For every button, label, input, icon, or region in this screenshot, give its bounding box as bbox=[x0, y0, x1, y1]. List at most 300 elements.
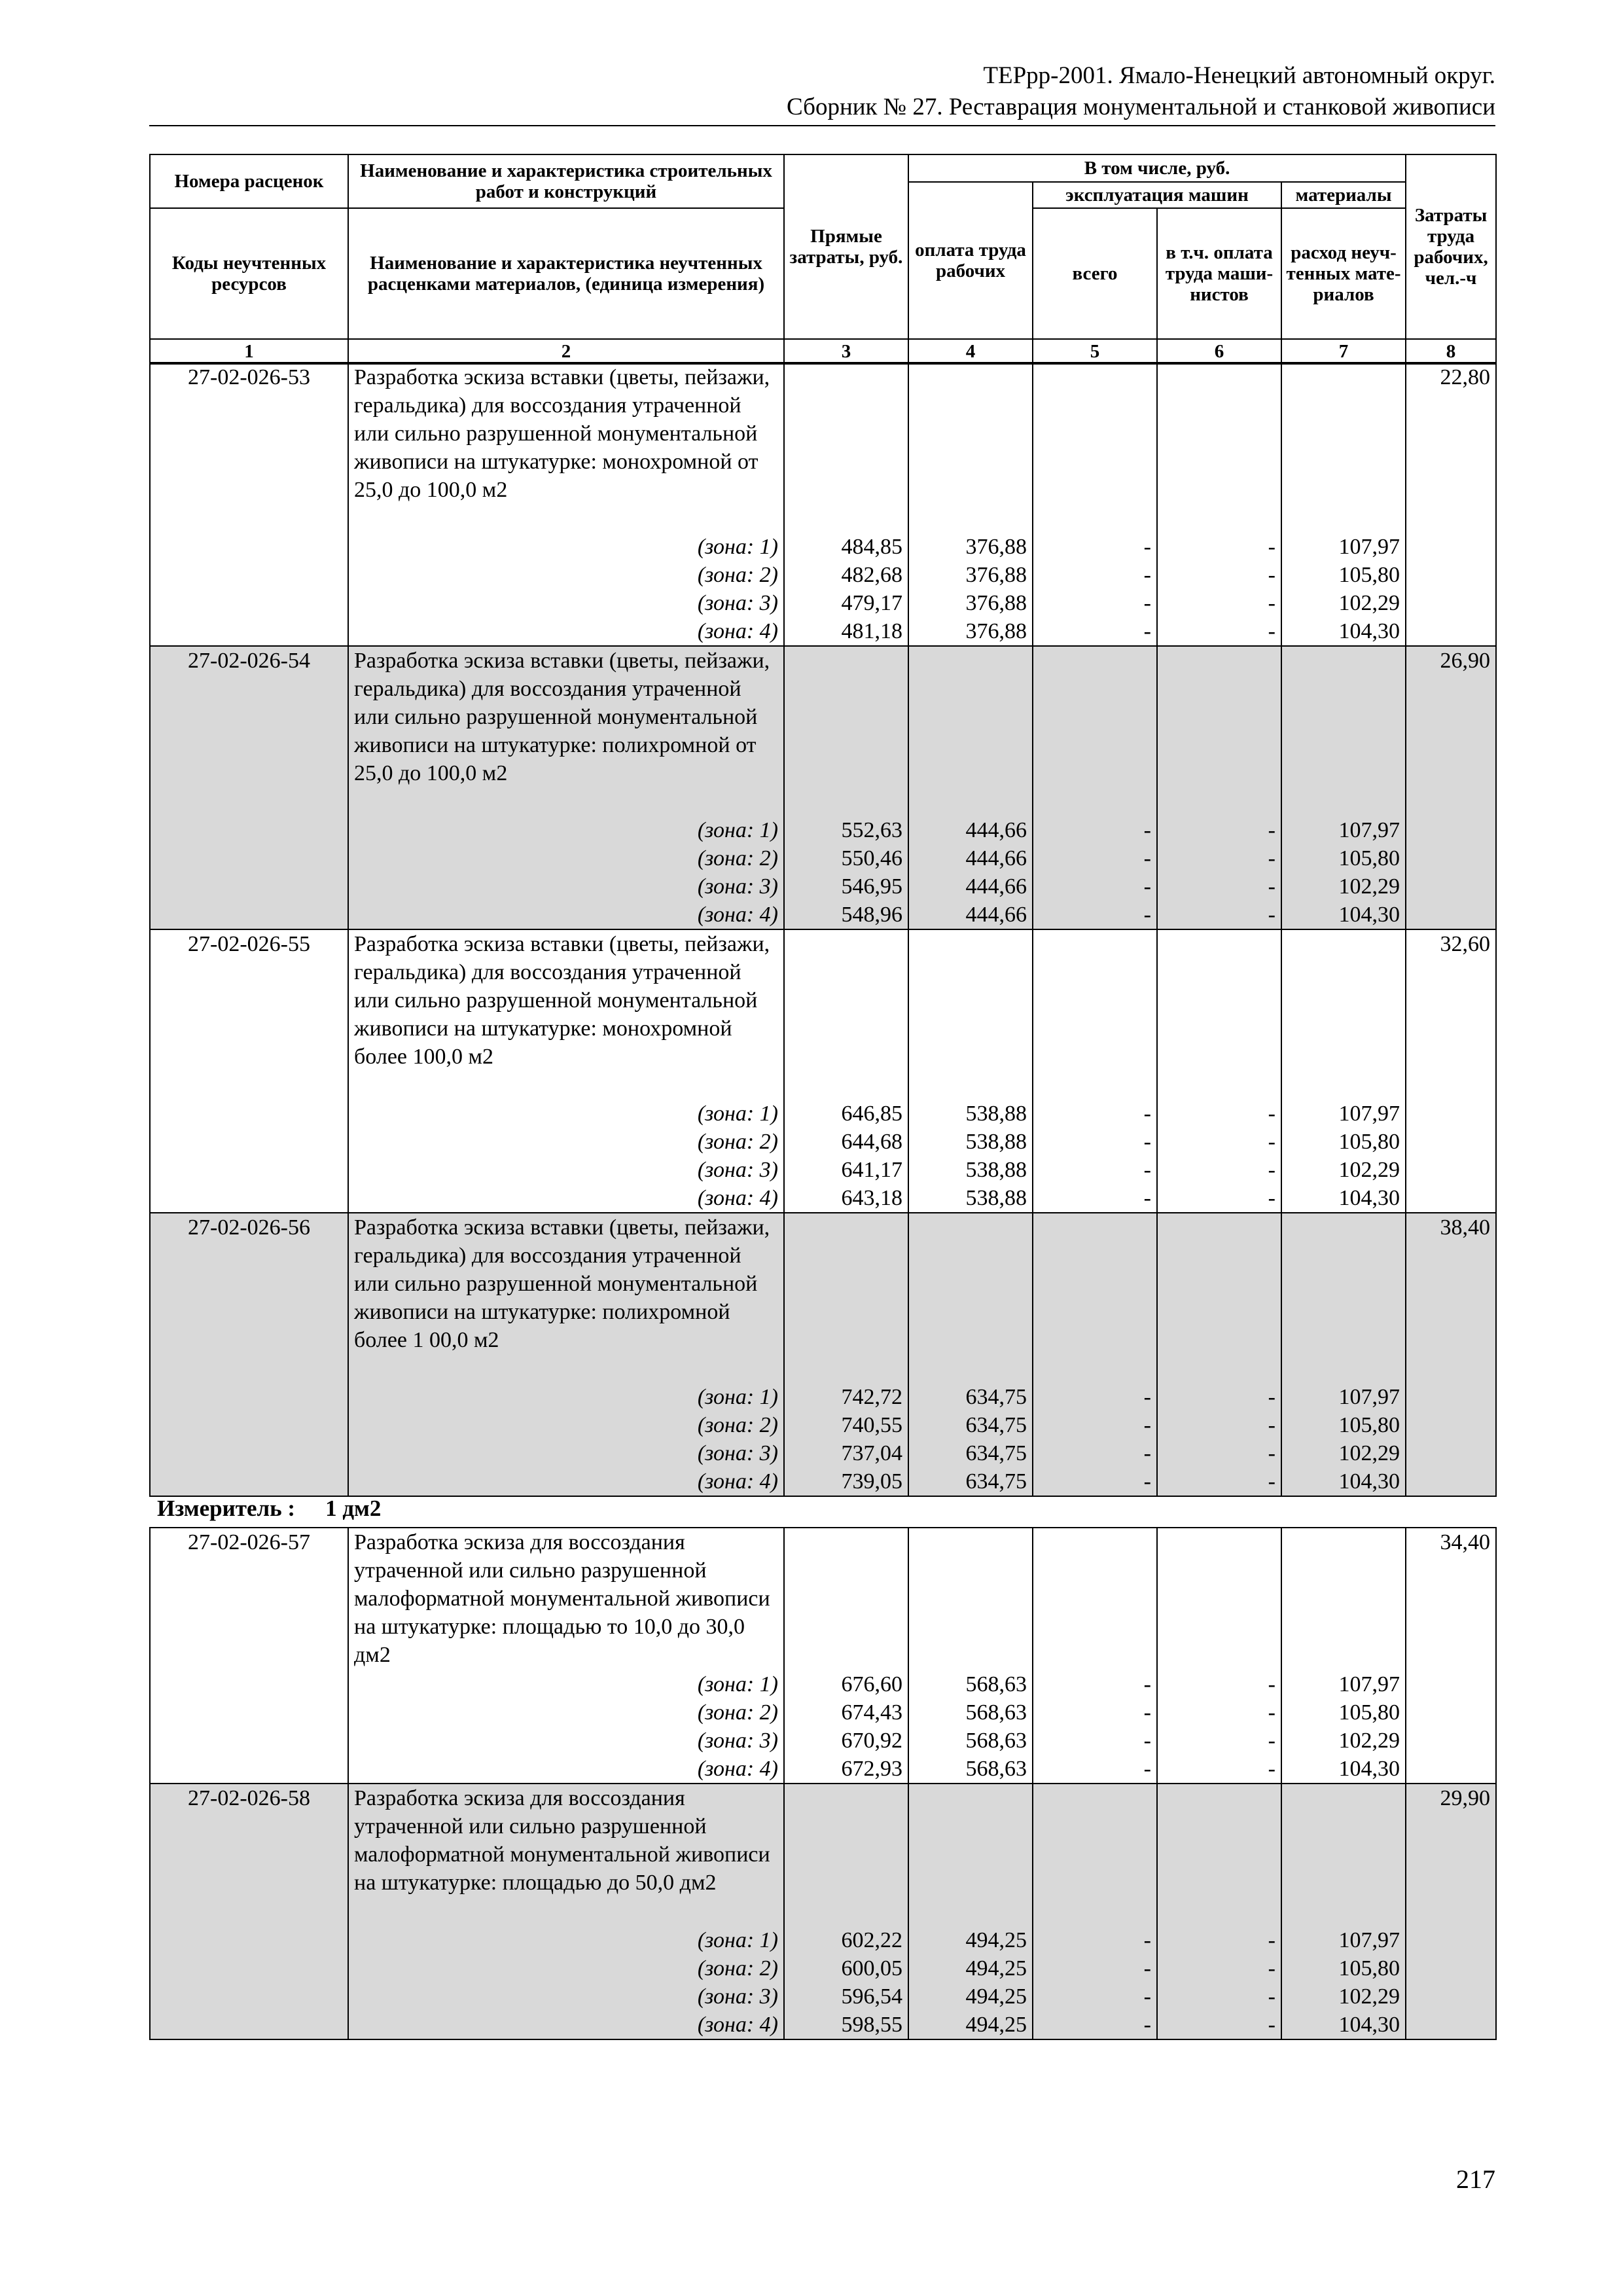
rate-row bbox=[150, 929, 1496, 1100]
empty-cell bbox=[1406, 1755, 1496, 1784]
machines-total: - bbox=[1033, 561, 1157, 589]
rate-row bbox=[150, 1528, 1496, 1670]
zone-label: (зона: 3) bbox=[348, 872, 784, 901]
empty-cell bbox=[1406, 1926, 1496, 1954]
column-number: 5 bbox=[1033, 339, 1157, 364]
zone-label: (зона: 1) bbox=[348, 1670, 784, 1698]
header-labor-costs: Затраты труда рабочих, чел.-ч bbox=[1406, 154, 1496, 339]
materials-cost: 104,30 bbox=[1281, 1755, 1406, 1784]
empty-cell bbox=[1406, 617, 1496, 646]
zone-row bbox=[150, 1467, 1496, 1496]
rate-row bbox=[150, 1213, 1496, 1383]
machines-total: - bbox=[1033, 872, 1157, 901]
header-material-consumption: расход неуч-тенных мате-риалов bbox=[1281, 208, 1406, 339]
direct-cost: 602,22 bbox=[784, 1926, 908, 1954]
machines-total: - bbox=[1033, 816, 1157, 844]
direct-cost: 674,43 bbox=[784, 1698, 908, 1727]
zone-label: (зона: 3) bbox=[348, 1439, 784, 1467]
zone-label: (зона: 4) bbox=[348, 1755, 784, 1784]
rate-description: Разработка эскиза вставки (цветы, пейзажи, геральдика) для воссоздания утраченной или сильно разрушенной монументальной живописи на штукатурке: монохромной от 25,0 до 100,0 м2 bbox=[348, 363, 784, 533]
worker-wage: 444,66 bbox=[908, 901, 1033, 929]
zone-label: (зона: 4) bbox=[348, 2011, 784, 2039]
empty-cell bbox=[150, 1467, 348, 1496]
rate-description: Разработка эскиза вставки (цветы, пейзажи, геральдика) для воссоздания утраченной или сильно разрушенной монументальной живописи на штукатурке: полихромной более 1 00,0 м2 bbox=[348, 1213, 784, 1383]
machinist-wage: - bbox=[1157, 901, 1281, 929]
materials-cost: 104,30 bbox=[1281, 1184, 1406, 1213]
zone-label: (зона: 1) bbox=[348, 816, 784, 844]
empty-cell bbox=[1033, 646, 1157, 816]
zone-row bbox=[150, 1100, 1496, 1128]
empty-cell bbox=[1281, 363, 1406, 533]
materials-cost: 105,80 bbox=[1281, 1128, 1406, 1156]
materials-cost: 102,29 bbox=[1281, 872, 1406, 901]
page-number: 217 bbox=[1456, 2164, 1495, 2194]
empty-cell bbox=[784, 1528, 908, 1670]
worker-wage: 376,88 bbox=[908, 561, 1033, 589]
rate-description: Разработка эскиза для воссоздания утраченной или сильно разрушенной малоформатной монументальной живописи на штукатурке: площадью до 50,0 дм2 bbox=[348, 1784, 784, 1926]
machines-total: - bbox=[1033, 1954, 1157, 1982]
empty-cell bbox=[1406, 1982, 1496, 2011]
direct-cost: 676,60 bbox=[784, 1670, 908, 1698]
machinist-wage: - bbox=[1157, 1156, 1281, 1184]
empty-cell bbox=[1406, 1698, 1496, 1727]
empty-cell bbox=[908, 1528, 1033, 1670]
zone-label: (зона: 2) bbox=[348, 1128, 784, 1156]
worker-wage: 444,66 bbox=[908, 872, 1033, 901]
worker-wage: 634,75 bbox=[908, 1467, 1033, 1496]
machines-total: - bbox=[1033, 2011, 1157, 2039]
header-work-name: Наименование и характеристика строительных работ и конструкций bbox=[348, 154, 784, 208]
materials-cost: 105,80 bbox=[1281, 1954, 1406, 1982]
zone-row bbox=[150, 1698, 1496, 1727]
zone-label: (зона: 1) bbox=[348, 1100, 784, 1128]
machinist-wage: - bbox=[1157, 1128, 1281, 1156]
machinist-wage: - bbox=[1157, 1727, 1281, 1755]
empty-cell bbox=[1033, 1784, 1157, 1926]
zone-label: (зона: 4) bbox=[348, 1184, 784, 1213]
measure-unit bbox=[157, 1494, 381, 1524]
direct-cost: 552,63 bbox=[784, 816, 908, 844]
empty-cell bbox=[150, 561, 348, 589]
worker-wage: 538,88 bbox=[908, 1100, 1033, 1128]
worker-wage: 568,63 bbox=[908, 1727, 1033, 1755]
materials-cost: 105,80 bbox=[1281, 1698, 1406, 1727]
empty-cell bbox=[150, 1383, 348, 1411]
machines-total: - bbox=[1033, 617, 1157, 646]
materials-cost: 107,97 bbox=[1281, 1670, 1406, 1698]
worker-wage: 634,75 bbox=[908, 1439, 1033, 1467]
machinist-wage: - bbox=[1157, 1411, 1281, 1439]
empty-cell bbox=[150, 1439, 348, 1467]
header-worker-wages: оплата труда рабочих bbox=[908, 182, 1033, 339]
zone-row bbox=[150, 1670, 1496, 1698]
header-title-line2: Сборник № 27. Реставрация монументальной и станковой живописи bbox=[786, 94, 1495, 120]
zone-row bbox=[150, 1128, 1496, 1156]
header-materials: материалы bbox=[1281, 182, 1406, 208]
labor-cost: 38,40 bbox=[1406, 1213, 1496, 1383]
zone-row bbox=[150, 1727, 1496, 1755]
empty-cell bbox=[150, 2011, 348, 2039]
measure-label: Измеритель : bbox=[157, 1496, 296, 1521]
zone-label: (зона: 4) bbox=[348, 901, 784, 929]
empty-cell bbox=[150, 1982, 348, 2011]
empty-cell bbox=[1281, 1528, 1406, 1670]
materials-cost: 104,30 bbox=[1281, 1467, 1406, 1496]
worker-wage: 376,88 bbox=[908, 589, 1033, 617]
materials-cost: 102,29 bbox=[1281, 1982, 1406, 2011]
machines-total: - bbox=[1033, 1128, 1157, 1156]
worker-wage: 538,88 bbox=[908, 1184, 1033, 1213]
machines-total: - bbox=[1033, 1926, 1157, 1954]
machinist-wage: - bbox=[1157, 844, 1281, 872]
materials-cost: 107,97 bbox=[1281, 816, 1406, 844]
column-number: 3 bbox=[784, 339, 908, 364]
empty-cell bbox=[150, 816, 348, 844]
zone-row bbox=[150, 2011, 1496, 2039]
empty-cell bbox=[1157, 646, 1281, 816]
worker-wage: 568,63 bbox=[908, 1670, 1033, 1698]
zone-row bbox=[150, 1954, 1496, 1982]
header-machines-total: всего bbox=[1033, 208, 1157, 339]
machinist-wage: - bbox=[1157, 1698, 1281, 1727]
empty-cell bbox=[784, 646, 908, 816]
materials-cost: 107,97 bbox=[1281, 1926, 1406, 1954]
empty-cell bbox=[150, 617, 348, 646]
empty-cell bbox=[1406, 1670, 1496, 1698]
machinist-wage: - bbox=[1157, 533, 1281, 561]
machines-total: - bbox=[1033, 1727, 1157, 1755]
zone-row bbox=[150, 1184, 1496, 1213]
direct-cost: 739,05 bbox=[784, 1467, 908, 1496]
empty-cell bbox=[150, 1954, 348, 1982]
empty-cell bbox=[150, 844, 348, 872]
direct-cost: 546,95 bbox=[784, 872, 908, 901]
empty-cell bbox=[150, 1411, 348, 1439]
zone-row bbox=[150, 1439, 1496, 1467]
zone-label: (зона: 3) bbox=[348, 1982, 784, 2011]
machines-total: - bbox=[1033, 1156, 1157, 1184]
direct-cost: 479,17 bbox=[784, 589, 908, 617]
zone-row bbox=[150, 844, 1496, 872]
machinist-wage: - bbox=[1157, 1184, 1281, 1213]
empty-cell bbox=[1157, 1784, 1281, 1926]
machinist-wage: - bbox=[1157, 1439, 1281, 1467]
zone-label: (зона: 4) bbox=[348, 617, 784, 646]
empty-cell bbox=[1406, 844, 1496, 872]
column-number: 4 bbox=[908, 339, 1033, 364]
table-header bbox=[149, 154, 1497, 365]
zone-row bbox=[150, 1982, 1496, 2011]
empty-cell bbox=[1406, 533, 1496, 561]
empty-cell bbox=[908, 646, 1033, 816]
empty-cell bbox=[1406, 2011, 1496, 2039]
empty-cell bbox=[1033, 363, 1157, 533]
worker-wage: 494,25 bbox=[908, 2011, 1033, 2039]
zone-label: (зона: 2) bbox=[348, 1954, 784, 1982]
machinist-wage: - bbox=[1157, 872, 1281, 901]
empty-cell bbox=[784, 1213, 908, 1383]
worker-wage: 538,88 bbox=[908, 1128, 1033, 1156]
empty-cell bbox=[150, 589, 348, 617]
zone-row bbox=[150, 901, 1496, 929]
empty-cell bbox=[1281, 646, 1406, 816]
zone-label: (зона: 1) bbox=[348, 533, 784, 561]
empty-cell bbox=[1406, 901, 1496, 929]
empty-cell bbox=[1281, 1213, 1406, 1383]
empty-cell bbox=[1406, 1184, 1496, 1213]
measure-value: 1 дм2 bbox=[325, 1496, 382, 1521]
empty-cell bbox=[1406, 1727, 1496, 1755]
worker-wage: 494,25 bbox=[908, 1982, 1033, 2011]
zone-row bbox=[150, 533, 1496, 561]
empty-cell bbox=[784, 363, 908, 533]
machines-total: - bbox=[1033, 1755, 1157, 1784]
machinist-wage: - bbox=[1157, 2011, 1281, 2039]
rate-code: 27-02-026-53 bbox=[150, 363, 348, 533]
worker-wage: 634,75 bbox=[908, 1411, 1033, 1439]
empty-cell bbox=[150, 1698, 348, 1727]
empty-cell bbox=[1157, 1528, 1281, 1670]
empty-cell bbox=[150, 1156, 348, 1184]
direct-cost: 646,85 bbox=[784, 1100, 908, 1128]
column-number: 7 bbox=[1281, 339, 1406, 364]
machinist-wage: - bbox=[1157, 1755, 1281, 1784]
worker-wage: 568,63 bbox=[908, 1698, 1033, 1727]
machinist-wage: - bbox=[1157, 1467, 1281, 1496]
materials-cost: 104,30 bbox=[1281, 901, 1406, 929]
labor-cost: 29,90 bbox=[1406, 1784, 1496, 1926]
empty-cell bbox=[1406, 1411, 1496, 1439]
header-material-names: Наименование и характеристика неучтенных расценками материалов, (единица измерения) bbox=[348, 208, 784, 339]
empty-cell bbox=[1406, 589, 1496, 617]
empty-cell bbox=[1281, 1784, 1406, 1926]
empty-cell bbox=[1033, 929, 1157, 1100]
header-rule bbox=[149, 125, 1495, 126]
materials-cost: 102,29 bbox=[1281, 1727, 1406, 1755]
empty-cell bbox=[1406, 561, 1496, 589]
empty-cell bbox=[1157, 929, 1281, 1100]
zone-label: (зона: 2) bbox=[348, 561, 784, 589]
labor-cost: 22,80 bbox=[1406, 363, 1496, 533]
empty-cell bbox=[908, 1784, 1033, 1926]
machines-total: - bbox=[1033, 1467, 1157, 1496]
machinist-wage: - bbox=[1157, 1383, 1281, 1411]
rate-code: 27-02-026-54 bbox=[150, 646, 348, 816]
empty-cell bbox=[1406, 1439, 1496, 1467]
materials-cost: 104,30 bbox=[1281, 617, 1406, 646]
machines-total: - bbox=[1033, 1982, 1157, 2011]
materials-cost: 107,97 bbox=[1281, 1383, 1406, 1411]
empty-cell bbox=[1406, 1156, 1496, 1184]
zone-label: (зона: 4) bbox=[348, 1467, 784, 1496]
empty-cell bbox=[1281, 929, 1406, 1100]
worker-wage: 444,66 bbox=[908, 816, 1033, 844]
header-resource-codes: Коды неучтенных ресурсов bbox=[150, 208, 348, 339]
empty-cell bbox=[150, 1128, 348, 1156]
empty-cell bbox=[784, 929, 908, 1100]
zone-row bbox=[150, 872, 1496, 901]
materials-cost: 105,80 bbox=[1281, 844, 1406, 872]
machinist-wage: - bbox=[1157, 589, 1281, 617]
empty-cell bbox=[1157, 1213, 1281, 1383]
materials-cost: 102,29 bbox=[1281, 1156, 1406, 1184]
direct-cost: 644,68 bbox=[784, 1128, 908, 1156]
machines-total: - bbox=[1033, 1439, 1157, 1467]
empty-cell bbox=[1033, 1528, 1157, 1670]
direct-cost: 737,04 bbox=[784, 1439, 908, 1467]
column-number: 6 bbox=[1157, 339, 1281, 364]
materials-cost: 105,80 bbox=[1281, 561, 1406, 589]
header-rate-numbers: Номера расценок bbox=[150, 154, 348, 208]
machinist-wage: - bbox=[1157, 816, 1281, 844]
zone-label: (зона: 3) bbox=[348, 589, 784, 617]
worker-wage: 444,66 bbox=[908, 844, 1033, 872]
materials-cost: 102,29 bbox=[1281, 589, 1406, 617]
machinist-wage: - bbox=[1157, 1954, 1281, 1982]
direct-cost: 641,17 bbox=[784, 1156, 908, 1184]
column-number: 8 bbox=[1406, 339, 1496, 364]
materials-cost: 102,29 bbox=[1281, 1439, 1406, 1467]
empty-cell bbox=[150, 872, 348, 901]
empty-cell bbox=[908, 363, 1033, 533]
zone-row bbox=[150, 561, 1496, 589]
empty-cell bbox=[1406, 816, 1496, 844]
zone-row bbox=[150, 1411, 1496, 1439]
machinist-wage: - bbox=[1157, 561, 1281, 589]
column-number: 2 bbox=[348, 339, 784, 364]
direct-cost: 740,55 bbox=[784, 1411, 908, 1439]
empty-cell bbox=[150, 1184, 348, 1213]
zone-row bbox=[150, 1383, 1496, 1411]
empty-cell bbox=[150, 533, 348, 561]
rate-code: 27-02-026-57 bbox=[150, 1528, 348, 1670]
empty-cell bbox=[150, 1670, 348, 1698]
rate-code: 27-02-026-55 bbox=[150, 929, 348, 1100]
direct-cost: 596,54 bbox=[784, 1982, 908, 2011]
machines-total: - bbox=[1033, 533, 1157, 561]
zone-label: (зона: 2) bbox=[348, 1411, 784, 1439]
empty-cell bbox=[150, 1755, 348, 1784]
empty-cell bbox=[150, 1926, 348, 1954]
direct-cost: 484,85 bbox=[784, 533, 908, 561]
machines-total: - bbox=[1033, 1698, 1157, 1727]
column-number-row bbox=[150, 339, 1496, 364]
materials-cost: 107,97 bbox=[1281, 1100, 1406, 1128]
rate-description: Разработка эскиза вставки (цветы, пейзажи, геральдика) для воссоздания утраченной или сильно разрушенной монументальной живописи на штукатурке: монохромной более 100,0 м2 bbox=[348, 929, 784, 1100]
rate-code: 27-02-026-56 bbox=[150, 1213, 348, 1383]
zone-label: (зона: 1) bbox=[348, 1383, 784, 1411]
worker-wage: 568,63 bbox=[908, 1755, 1033, 1784]
zone-row bbox=[150, 1156, 1496, 1184]
direct-cost: 600,05 bbox=[784, 1954, 908, 1982]
direct-cost: 742,72 bbox=[784, 1383, 908, 1411]
machinist-wage: - bbox=[1157, 1982, 1281, 2011]
rates-table-2 bbox=[149, 1527, 1497, 2040]
zone-label: (зона: 1) bbox=[348, 1926, 784, 1954]
rate-code: 27-02-026-58 bbox=[150, 1784, 348, 1926]
zone-row bbox=[150, 617, 1496, 646]
machines-total: - bbox=[1033, 1383, 1157, 1411]
rate-description: Разработка эскиза для воссоздания утраченной или сильно разрушенной малоформатной монументальной живописи на штукатурке: площадью то 10,0 до 30,0 дм2 bbox=[348, 1528, 784, 1670]
machines-total: - bbox=[1033, 1184, 1157, 1213]
direct-cost: 643,18 bbox=[784, 1184, 908, 1213]
direct-cost: 670,92 bbox=[784, 1727, 908, 1755]
worker-wage: 376,88 bbox=[908, 533, 1033, 561]
empty-cell bbox=[908, 929, 1033, 1100]
header-including: В том числе, руб. bbox=[908, 154, 1406, 182]
empty-cell bbox=[150, 901, 348, 929]
machinist-wage: - bbox=[1157, 1926, 1281, 1954]
empty-cell bbox=[1406, 1467, 1496, 1496]
empty-cell bbox=[784, 1784, 908, 1926]
machinist-wage: - bbox=[1157, 1670, 1281, 1698]
rate-description: Разработка эскиза вставки (цветы, пейзажи, геральдика) для воссоздания утраченной или сильно разрушенной монументальной живописи на штукатурке: полихромной от 25,0 до 100,0 м2 bbox=[348, 646, 784, 816]
worker-wage: 494,25 bbox=[908, 1954, 1033, 1982]
rate-row bbox=[150, 1784, 1496, 1926]
direct-cost: 482,68 bbox=[784, 561, 908, 589]
machines-total: - bbox=[1033, 1411, 1157, 1439]
machines-total: - bbox=[1033, 1670, 1157, 1698]
direct-cost: 481,18 bbox=[784, 617, 908, 646]
empty-cell bbox=[908, 1213, 1033, 1383]
empty-cell bbox=[150, 1727, 348, 1755]
empty-cell bbox=[1406, 1128, 1496, 1156]
header-direct-costs: Прямые затраты, руб. bbox=[784, 154, 908, 339]
materials-cost: 107,97 bbox=[1281, 533, 1406, 561]
direct-cost: 548,96 bbox=[784, 901, 908, 929]
empty-cell bbox=[1033, 1213, 1157, 1383]
direct-cost: 598,55 bbox=[784, 2011, 908, 2039]
column-number: 1 bbox=[150, 339, 348, 364]
empty-cell bbox=[1406, 872, 1496, 901]
labor-cost: 26,90 bbox=[1406, 646, 1496, 816]
materials-cost: 104,30 bbox=[1281, 2011, 1406, 2039]
direct-cost: 550,46 bbox=[784, 844, 908, 872]
rate-row bbox=[150, 363, 1496, 533]
rate-row bbox=[150, 646, 1496, 816]
machinist-wage: - bbox=[1157, 617, 1281, 646]
rates-table-1 bbox=[149, 362, 1497, 1497]
labor-cost: 34,40 bbox=[1406, 1528, 1496, 1670]
zone-row bbox=[150, 1926, 1496, 1954]
materials-cost: 105,80 bbox=[1281, 1411, 1406, 1439]
worker-wage: 494,25 bbox=[908, 1926, 1033, 1954]
worker-wage: 376,88 bbox=[908, 617, 1033, 646]
empty-cell bbox=[1406, 1954, 1496, 1982]
machines-total: - bbox=[1033, 901, 1157, 929]
worker-wage: 634,75 bbox=[908, 1383, 1033, 1411]
zone-label: (зона: 2) bbox=[348, 844, 784, 872]
empty-cell bbox=[1406, 1383, 1496, 1411]
machinist-wage: - bbox=[1157, 1100, 1281, 1128]
zone-label: (зона: 2) bbox=[348, 1698, 784, 1727]
machines-total: - bbox=[1033, 1100, 1157, 1128]
empty-cell bbox=[1157, 363, 1281, 533]
empty-cell bbox=[1406, 1100, 1496, 1128]
header-machine-operation: эксплуатация машин bbox=[1033, 182, 1281, 208]
zone-label: (зона: 3) bbox=[348, 1156, 784, 1184]
direct-cost: 672,93 bbox=[784, 1755, 908, 1784]
zone-row bbox=[150, 1755, 1496, 1784]
header-title-line1: ТЕРрр-2001. Ямало-Ненецкий автономный округ. bbox=[983, 62, 1495, 89]
zone-row bbox=[150, 816, 1496, 844]
zone-row bbox=[150, 589, 1496, 617]
empty-cell bbox=[150, 1100, 348, 1128]
labor-cost: 32,60 bbox=[1406, 929, 1496, 1100]
worker-wage: 538,88 bbox=[908, 1156, 1033, 1184]
header-machinist-wages: в т.ч. оплата труда маши-нистов bbox=[1157, 208, 1281, 339]
machines-total: - bbox=[1033, 589, 1157, 617]
